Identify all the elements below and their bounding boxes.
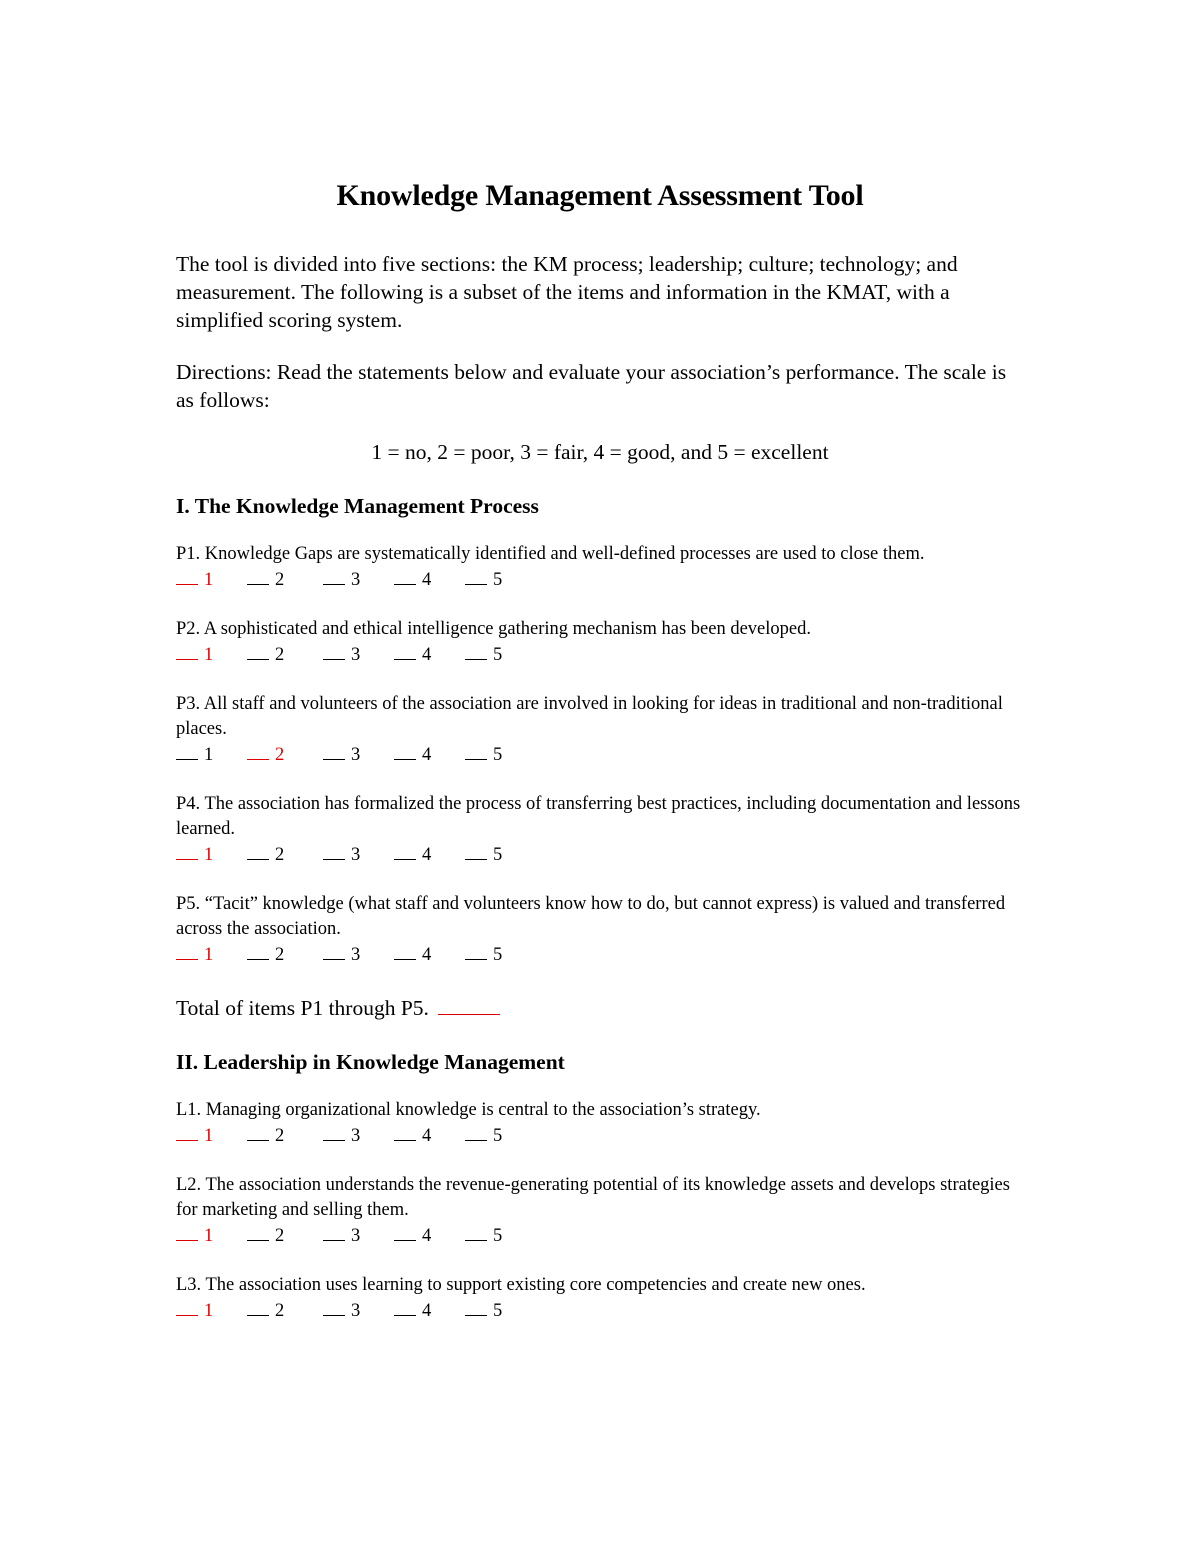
rating-option-3[interactable] xyxy=(323,942,394,968)
rating-option-label: 1 xyxy=(204,645,214,665)
total-input-line[interactable] xyxy=(438,994,500,1015)
rating-option-1[interactable] xyxy=(176,1298,247,1324)
answer-blank xyxy=(394,1123,416,1141)
question-item xyxy=(176,1098,1024,1149)
rating-option-2[interactable] xyxy=(247,642,323,668)
rating-option-label: 3 xyxy=(351,745,361,765)
rating-option-2[interactable] xyxy=(247,567,323,593)
question-text: L3. The association uses learning to support existing core competencies and create new ones. xyxy=(176,1275,866,1295)
answer-blank xyxy=(247,742,269,760)
question-text: P5. “Tacit” knowledge (what staff and volunteers know how to do, but cannot express) is valued and transferred across the association. xyxy=(176,894,1006,939)
rating-option-2[interactable] xyxy=(247,1123,323,1149)
rating-option-2[interactable] xyxy=(247,1223,323,1249)
rating-option-label: 2 xyxy=(275,1301,285,1321)
rating-option-label: 4 xyxy=(422,1126,432,1146)
rating-option-5[interactable] xyxy=(465,742,502,768)
rating-option-4[interactable] xyxy=(394,942,465,968)
rating-option-3[interactable] xyxy=(323,1298,394,1324)
answer-blank xyxy=(176,742,198,760)
rating-options xyxy=(176,1123,1024,1149)
question-item xyxy=(176,792,1024,868)
rating-option-label: 1 xyxy=(204,1301,214,1321)
answer-blank xyxy=(394,742,416,760)
rating-option-2[interactable] xyxy=(247,1298,323,1324)
rating-option-label: 4 xyxy=(422,570,432,590)
rating-options xyxy=(176,1298,1024,1324)
rating-option-4[interactable] xyxy=(394,1223,465,1249)
section-heading-process: I. The Knowledge Management Process xyxy=(176,494,539,518)
rating-option-label: 2 xyxy=(275,645,285,665)
answer-blank xyxy=(394,942,416,960)
answer-blank xyxy=(176,1298,198,1316)
question-item xyxy=(176,1273,1024,1324)
answer-blank xyxy=(176,942,198,960)
answer-blank xyxy=(465,942,487,960)
rating-option-label: 4 xyxy=(422,1301,432,1321)
answer-blank xyxy=(465,842,487,860)
rating-option-1[interactable] xyxy=(176,567,247,593)
rating-option-4[interactable] xyxy=(394,642,465,668)
answer-blank xyxy=(176,567,198,585)
rating-option-5[interactable] xyxy=(465,842,502,868)
rating-option-1[interactable] xyxy=(176,1223,247,1249)
answer-blank xyxy=(323,567,345,585)
answer-blank xyxy=(176,1123,198,1141)
answer-blank xyxy=(323,742,345,760)
rating-option-label: 1 xyxy=(204,570,214,590)
question-item xyxy=(176,542,1024,593)
answer-blank xyxy=(465,742,487,760)
rating-option-3[interactable] xyxy=(323,1123,394,1149)
section-leadership-items xyxy=(176,1098,1024,1324)
rating-option-label: 1 xyxy=(204,745,214,765)
answer-blank xyxy=(465,642,487,660)
rating-option-label: 1 xyxy=(204,845,214,865)
intro-paragraph: The tool is divided into five sections: the KM process; leadership; culture; technology; and measurement. The following is a subset of the items and information in the KMAT, with a simplified scoring system. xyxy=(176,252,958,332)
answer-blank xyxy=(247,842,269,860)
rating-option-label: 2 xyxy=(275,1226,285,1246)
total-row xyxy=(176,994,1024,1022)
rating-option-1[interactable] xyxy=(176,1123,247,1149)
rating-option-label: 1 xyxy=(204,945,214,965)
rating-option-label: 5 xyxy=(493,1301,503,1321)
answer-blank xyxy=(465,1123,487,1141)
question-text: L2. The association understands the revenue-generating potential of its knowledge assets and develops strategies for marketing and selling them. xyxy=(176,1175,1010,1220)
answer-blank xyxy=(394,567,416,585)
section-heading-leadership: II. Leadership in Knowledge Management xyxy=(176,1050,565,1074)
question-item xyxy=(176,692,1024,768)
rating-option-5[interactable] xyxy=(465,642,502,668)
question-item xyxy=(176,1173,1024,1249)
rating-options xyxy=(176,642,1024,668)
rating-option-label: 3 xyxy=(351,945,361,965)
rating-option-label: 4 xyxy=(422,645,432,665)
rating-option-5[interactable] xyxy=(465,1123,502,1149)
answer-blank xyxy=(323,1223,345,1241)
rating-option-label: 5 xyxy=(493,1226,503,1246)
section-process-items xyxy=(176,542,1024,968)
rating-options xyxy=(176,1223,1024,1249)
rating-option-2[interactable] xyxy=(247,742,323,768)
rating-option-4[interactable] xyxy=(394,1298,465,1324)
question-text: L1. Managing organizational knowledge is central to the association’s strategy. xyxy=(176,1100,761,1120)
rating-option-4[interactable] xyxy=(394,567,465,593)
rating-option-label: 2 xyxy=(275,845,285,865)
answer-blank xyxy=(247,1123,269,1141)
rating-option-label: 5 xyxy=(493,1126,503,1146)
answer-blank xyxy=(176,842,198,860)
rating-option-label: 4 xyxy=(422,945,432,965)
rating-option-label: 4 xyxy=(422,845,432,865)
rating-options xyxy=(176,742,1024,768)
scale-legend: 1 = no, 2 = poor, 3 = fair, 4 = good, and 5 = excellent xyxy=(371,440,829,464)
rating-option-5[interactable] xyxy=(465,1298,502,1324)
rating-option-1[interactable] xyxy=(176,742,247,768)
rating-options xyxy=(176,567,1024,593)
rating-option-3[interactable] xyxy=(323,742,394,768)
rating-option-label: 5 xyxy=(493,845,503,865)
answer-blank xyxy=(465,1223,487,1241)
rating-option-label: 2 xyxy=(275,745,285,765)
rating-option-label: 2 xyxy=(275,1126,285,1146)
answer-blank xyxy=(323,1298,345,1316)
rating-option-5[interactable] xyxy=(465,942,502,968)
answer-blank xyxy=(465,1298,487,1316)
rating-option-label: 2 xyxy=(275,570,285,590)
answer-blank xyxy=(323,842,345,860)
answer-blank xyxy=(247,1223,269,1241)
rating-option-4[interactable] xyxy=(394,742,465,768)
rating-option-1[interactable] xyxy=(176,942,247,968)
rating-option-label: 4 xyxy=(422,1226,432,1246)
page-title: Knowledge Management Assessment Tool xyxy=(336,179,864,212)
rating-option-label: 3 xyxy=(351,1126,361,1146)
rating-option-4[interactable] xyxy=(394,842,465,868)
answer-blank xyxy=(394,1223,416,1241)
rating-option-label: 4 xyxy=(422,745,432,765)
document-content xyxy=(176,176,1024,1324)
rating-option-3[interactable] xyxy=(323,842,394,868)
question-item xyxy=(176,892,1024,968)
rating-option-1[interactable] xyxy=(176,842,247,868)
answer-blank xyxy=(323,942,345,960)
rating-option-label: 3 xyxy=(351,1226,361,1246)
question-text: P3. All staff and volunteers of the association are involved in looking for ideas in traditional and non-traditional places. xyxy=(176,694,1003,739)
question-text: P2. A sophisticated and ethical intelligence gathering mechanism has been developed. xyxy=(176,619,811,639)
rating-option-label: 1 xyxy=(204,1226,214,1246)
rating-option-label: 5 xyxy=(493,570,503,590)
answer-blank xyxy=(247,942,269,960)
question-text: P4. The association has formalized the process of transferring best practices, including documentation and lessons learned. xyxy=(176,794,1021,839)
answer-blank xyxy=(176,1223,198,1241)
answer-blank xyxy=(247,642,269,660)
answer-blank xyxy=(394,642,416,660)
rating-option-label: 5 xyxy=(493,745,503,765)
rating-options xyxy=(176,942,1024,968)
answer-blank xyxy=(394,842,416,860)
rating-option-2[interactable] xyxy=(247,842,323,868)
question-text: P1. Knowledge Gaps are systematically identified and well-defined processes are used to close them. xyxy=(176,544,925,564)
answer-blank xyxy=(247,567,269,585)
rating-option-label: 5 xyxy=(493,945,503,965)
rating-option-1[interactable] xyxy=(176,642,247,668)
rating-option-label: 3 xyxy=(351,845,361,865)
answer-blank xyxy=(323,1123,345,1141)
answer-blank xyxy=(465,567,487,585)
answer-blank xyxy=(394,1298,416,1316)
rating-option-4[interactable] xyxy=(394,1123,465,1149)
rating-option-label: 5 xyxy=(493,645,503,665)
rating-option-label: 2 xyxy=(275,945,285,965)
rating-option-3[interactable] xyxy=(323,1223,394,1249)
directions-paragraph: Directions: Read the statements below and evaluate your association’s performance. The scale is as follows: xyxy=(176,360,1007,412)
rating-options xyxy=(176,842,1024,868)
rating-option-label: 3 xyxy=(351,645,361,665)
rating-option-label: 3 xyxy=(351,570,361,590)
rating-option-5[interactable] xyxy=(465,1223,502,1249)
answer-blank xyxy=(247,1298,269,1316)
rating-option-3[interactable] xyxy=(323,642,394,668)
rating-option-5[interactable] xyxy=(465,567,502,593)
answer-blank xyxy=(176,642,198,660)
question-item xyxy=(176,617,1024,668)
rating-option-2[interactable] xyxy=(247,942,323,968)
rating-option-label: 1 xyxy=(204,1126,214,1146)
answer-blank xyxy=(323,642,345,660)
total-label: Total of items P1 through P5. xyxy=(176,996,429,1020)
rating-option-label: 3 xyxy=(351,1301,361,1321)
rating-option-3[interactable] xyxy=(323,567,394,593)
